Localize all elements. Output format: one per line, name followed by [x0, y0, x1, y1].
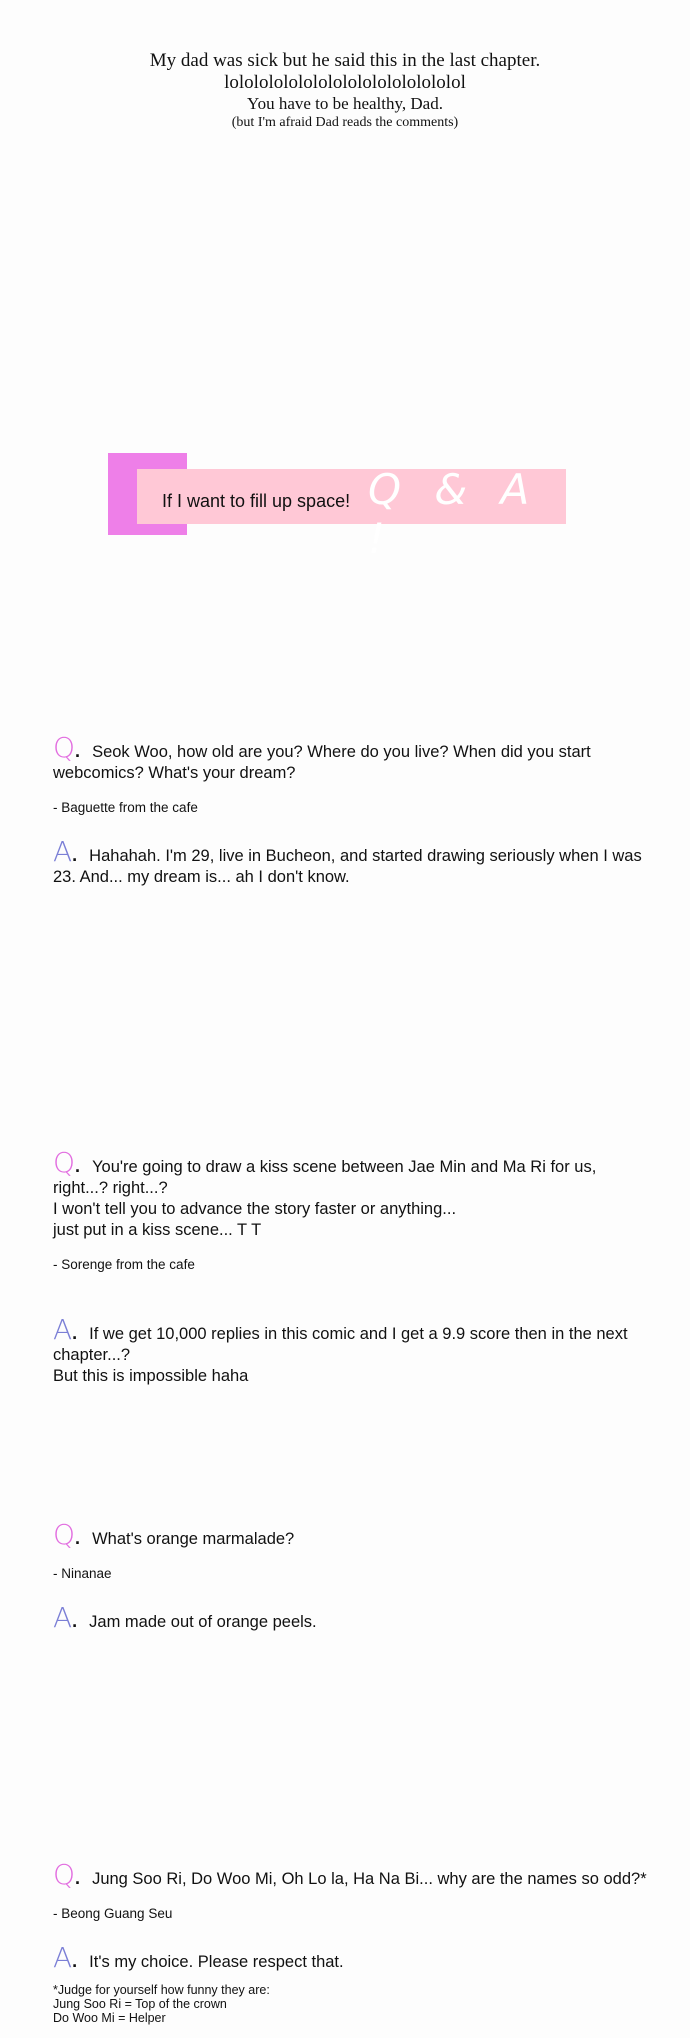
- question-text: You're going to draw a kiss scene between Jae Min and Ma Ri for us, right...? right...? I won't tell you to advance the story faster or anything... just put in a kiss scene... T T: [53, 1158, 597, 1239]
- question-author: - Beong Guang Seu: [53, 1906, 173, 1921]
- footnote-line-2: Jung Soo Ri = Top of the crown: [53, 1997, 227, 2011]
- a-marker: A.: [53, 835, 78, 868]
- answer-text: If we get 10,000 replies in this comic and I get a 9.9 score then in the next chapter...? But this is impossible haha: [53, 1325, 628, 1385]
- answer-text: It's my choice. Please respect that.: [89, 1953, 344, 1971]
- intro-line-3: You have to be healthy, Dad.: [247, 94, 443, 113]
- footnote-line-3: Do Woo Mi = Helper: [53, 2011, 166, 2025]
- qa-item-2: [53, 1131, 653, 1387]
- question-text: Seok Woo, how old are you? Where do you live? When did you start webcomics? What's your dream?: [53, 743, 591, 782]
- question-text: What's orange marmalade?: [92, 1530, 295, 1548]
- question-1: [53, 731, 653, 784]
- q-marker: Q.: [53, 1518, 81, 1551]
- qa-item-4: [53, 1858, 653, 2025]
- a-marker: A.: [53, 1941, 78, 1974]
- answer-2: [53, 1298, 653, 1387]
- answer-text: Hahahah. I'm 29, live in Bucheon, and started drawing seriously when I was 23. And... my dream is... ah I don't know.: [53, 847, 642, 886]
- question-4: [53, 1858, 653, 1891]
- question-author: - Ninanae: [53, 1566, 112, 1581]
- q-marker: Q.: [53, 1146, 81, 1179]
- question-2: [53, 1131, 653, 1241]
- banner-title: Q & A !: [368, 465, 540, 563]
- answer-1: [53, 835, 653, 888]
- a-marker: A.: [53, 1313, 78, 1346]
- qa-banner: [108, 453, 566, 563]
- question-text: Jung Soo Ri, Do Woo Mi, Oh Lo la, Ha Na Bi... why are the names so odd?*: [92, 1870, 647, 1888]
- question-author: - Baguette from the cafe: [53, 800, 198, 815]
- banner-label: If I want to fill up space!: [162, 491, 351, 511]
- a-marker: A.: [53, 1601, 78, 1634]
- question-3: [53, 1518, 653, 1551]
- qa-item-3: [53, 1518, 653, 1634]
- q-marker: Q.: [53, 731, 81, 764]
- q-marker: Q.: [53, 1858, 81, 1891]
- answer-3: [53, 1601, 653, 1634]
- question-author: - Sorenge from the cafe: [53, 1257, 195, 1272]
- answer-text: Jam made out of orange peels.: [89, 1613, 317, 1631]
- qa-item-1: [53, 731, 653, 888]
- footnote-line-1: *Judge for yourself how funny they are:: [53, 1983, 270, 1997]
- intro-text: [0, 50, 690, 132]
- footnote: [53, 1983, 653, 2025]
- intro-line-4: (but I'm afraid Dad reads the comments): [231, 115, 459, 130]
- answer-4: [53, 1941, 653, 1974]
- intro-line-1: My dad was sick but he said this in the last chapter.: [149, 50, 541, 71]
- intro-line-2: lolololololololololololololololol: [224, 72, 466, 93]
